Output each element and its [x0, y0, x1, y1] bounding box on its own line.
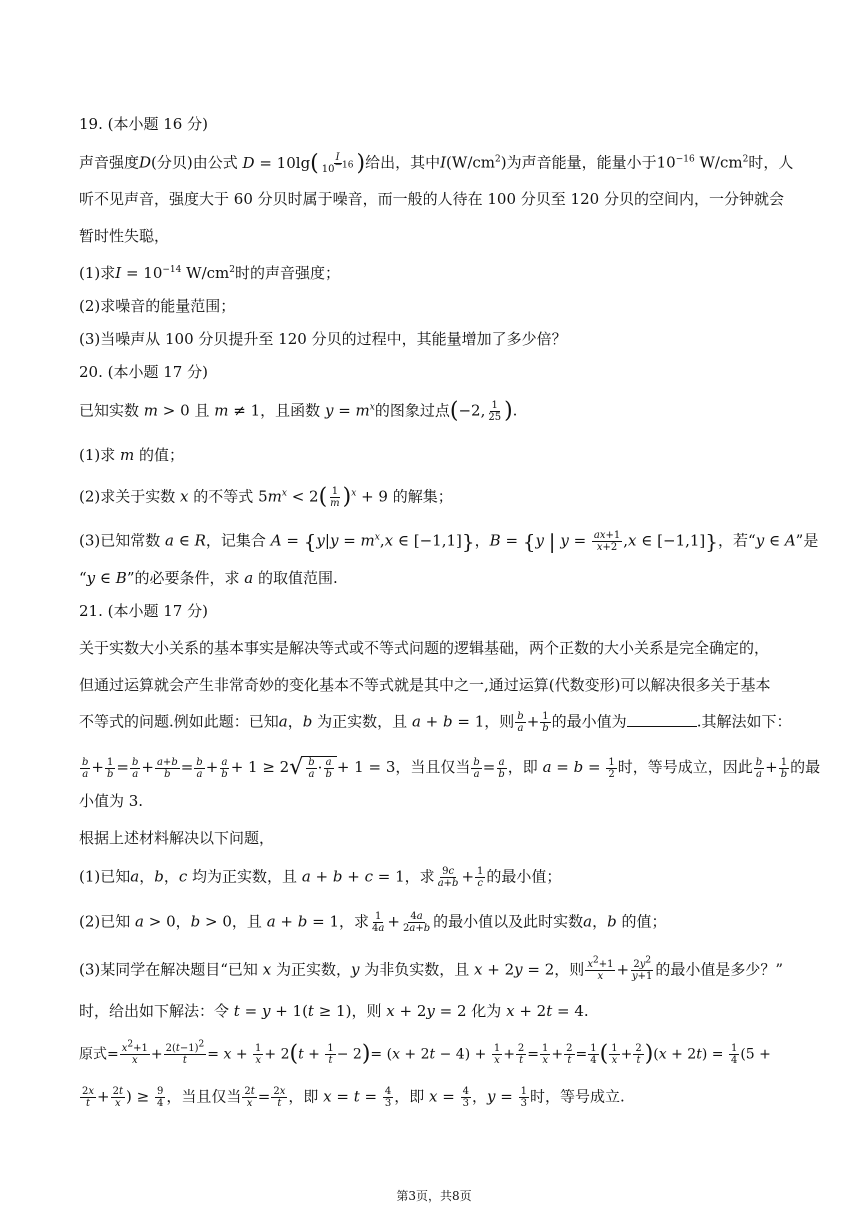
q20-part2: (2)求关于实数 x 的不等式 $5m^x < 2$( $\frac{1}{m}$ )$^x$ + 9 的解集； — [79, 484, 453, 510]
q21-work-line1: 原式= $\frac{x^2+1}{x}$ + $\frac{2(t-1)^2}{t}$ = x + $\frac{1}{x}$ + 2(t + $\frac{1}{t}$ − 2)= (x + 2t − 4) + $\frac{1}{x}$ + $\frac{2}{t}$ = $\frac{1}{x}$ + $\frac{2}{t}$ = $\frac{1}{4}$ ( $\frac{1}{x}$ + $\frac{2}{t}$ )(x + 2t) = $\frac{1}{4}$ (5 + — [79, 1039, 771, 1067]
q21-header: 21. (本小题 17 分) — [79, 602, 208, 620]
q20-stem: 已知实数 m > 0 且 m ≠ 1，且函数 $y = m^x$的图象过点(−2, $\frac{1}{25}$ ). — [79, 398, 518, 424]
q21-part1: (1)已知a，b，c 均为正实数，且 a + b + c = 1，求 $\frac{9c}{a+b}$ + $\frac{1}{c}$ 的最小值； — [79, 866, 562, 889]
q19-stem-line3: 暂时性失聪， — [79, 227, 170, 245]
q19-header — [79, 114, 208, 134]
q21-solution-line1: $\frac{b}{a}$ + $\frac{1}{b}$ = $\frac{b}{a}$ + $\frac{a+b}{b}$ = $\frac{b}{a}$ + $\frac{a}{b}$ + 1 ≥ 2√ $\frac{b}{a}$ · $\frac{a}{b}$ + 1 = 3，当且仅当 $\frac{b}{a}$ = $\frac{a}{b}$ ，即 a = b = $\frac{1}{2}$ 时，等号成立，因此 $\frac{b}{a}$ + $\frac{1}{b}$ 的最 — [82, 755, 821, 780]
q19-part3: (3)当噪声从 100 分贝提升至 120 分贝的过程中，其能量增加了多少倍？ — [79, 330, 567, 348]
q19-part1: (1)求$I = 10^{-14}$ $W/cm^2$时的声音强度； — [79, 264, 341, 282]
q19-header-text: 19. (本小题 16 分) — [79, 115, 208, 133]
q19-stem-line2: 听不见声音，强度大于 60 分贝时属于噪音，而一般的人待在 100 分贝至 120 分贝的空间内，一分钟就会 — [79, 190, 784, 208]
q21-part3-line1: (3)某同学在解决题目“已知 x 为正实数，y 为非负实数，且 x + 2y = 2，则 $\frac{x^2+1}{x}$ + $\frac{2y^2}{y+1}$ 的最小值是多少？” — [79, 955, 784, 982]
q21-part3-line2: 时，给出如下解法：令 t = y + 1(t ≥ 1)，则 x + 2y = 2 化为 x + 2t = 4. — [79, 1002, 589, 1020]
q20-part1: (1)求 m 的值； — [79, 446, 185, 464]
answer-blank — [627, 712, 697, 727]
q21-part2: (2)已知 a > 0，b > 0，且 a + b = 1，求 $\frac{1}{4a}$ + $\frac{4a}{2a+b}$ 的最小值以及此时实数a，b 的值； — [79, 911, 667, 934]
q19-part2: (2)求噪音的能量范围； — [79, 297, 236, 315]
q20-part3-line2: “y ∈ B”的必要条件，求 a 的取值范围. — [79, 569, 338, 587]
q21-lead: 根据上述材料解决以下问题， — [79, 829, 275, 847]
q20-part3-line1: (3)已知常数 a ∈ R，记集合 $A = \{y|y = m^x,x$ ∈ [−1,1]}，B = {y | y = $\frac{ax+1}{x+2}$ ,x ∈ [−1,1]}，若“y ∈ A”是 — [79, 529, 819, 554]
q21-work-line2: $\frac{2x}{t}$ + $\frac{2t}{x}$ ) ≥ $\frac{9}{4}$ ，当且仅当 $\frac{2t}{x}$ = $\frac{2x}{t}$ ，即 x = t = $\frac{4}{3}$ ，即 x = $\frac{4}{3}$ ，y = $\frac{1}{3}$ 时，等号成立. — [82, 1086, 625, 1109]
page-footer: 第3页，共8页 — [396, 1189, 472, 1203]
q21-solution-line2: 小值为 3. — [79, 792, 144, 810]
q21-intro-line2: 但通过运算就会产生非常奇妙的变化基本不等式就是其中之一,通过运算(代数变形)可以解决很多关于基本 — [79, 676, 771, 694]
q19-stem-line1: 声音强度D(分贝)由公式 D = 10lg( $\frac{I}{10^{-16}}$ )给出，其中$I(W/cm^2)$为声音能量，能量小于$10^{-16}$ $W/cm^2$时，人 — [79, 150, 794, 176]
q21-intro-line1: 关于实数大小关系的基本事实是解决等式或不等式问题的逻辑基础，两个正数的大小关系是完全确定的， — [79, 639, 770, 657]
q21-intro-line3: 不等式的问题.例如此题：已知a，b 为正实数，且 a + b = 1，则 $\frac{b}{a}$ + $\frac{1}{b}$ 的最小值为 .其解法如下： — [79, 711, 792, 734]
q20-header: 20. (本小题 17 分) — [79, 363, 208, 381]
